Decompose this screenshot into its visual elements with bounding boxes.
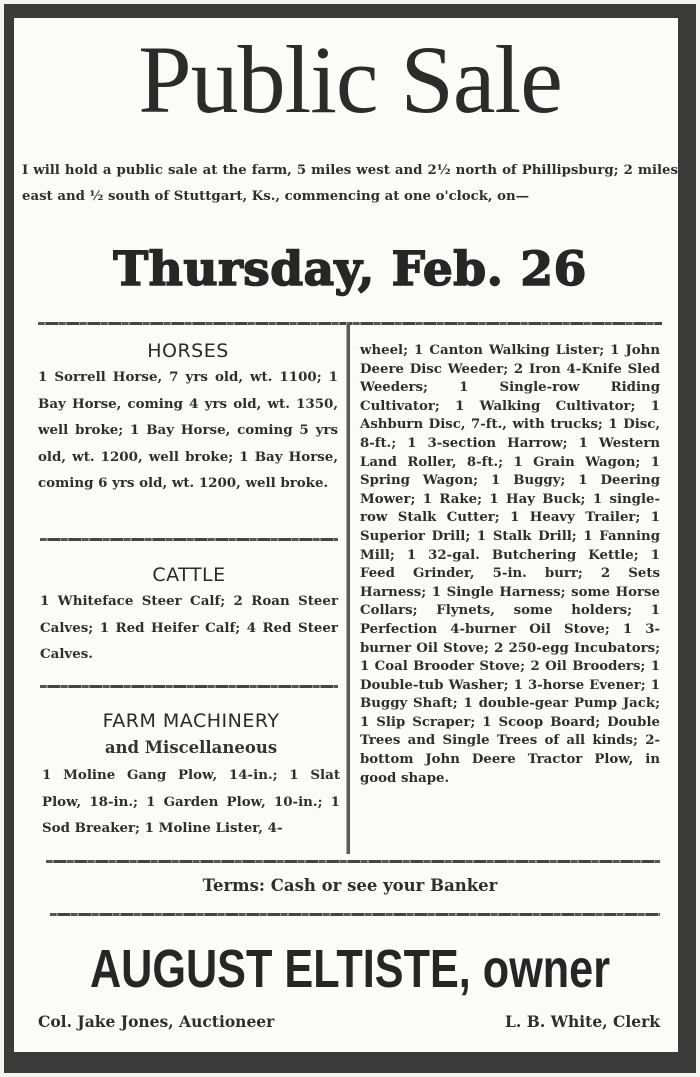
sale-date: Thursday, Feb. 26 xyxy=(113,242,587,297)
intro-paragraph: I will hold a public sale at the farm, 5 miles west and 2½ north of Phillipsburg; 2 miles east and ½ south of Stuttgart, Ks., commencing at one o'clock, on— xyxy=(22,163,678,204)
machinery-section xyxy=(42,708,340,842)
machinery-continued xyxy=(360,342,660,788)
machinery-text-right: wheel; 1 Canton Walking Lister; 1 John Deere Disc Weeder; 2 Iron 4-Knife Sled Weeders; 1 Single-row Riding Cultivator; 1 Walking Cultivator; 1 Ashburn Disc, 7-ft., with trucks; 1 Disc, 8-ft.; 1 3-section Harrow; 1 Western Land Roller, 8-ft.; 1 Grain Wagon; 1 Spring Wagon; 1 Buggy; 1 Deering Mower; 1 Rake; 1 Hay Buck; 1 single-row Stalk Cutter; 1 Heavy Trailer; 1 Superior Drill; 1 Stalk Drill; 1 Fanning Mill; 1 32-gal. Butchering Kettle; 1 Feed Grinder, 5-in. burr; 2 Sets Harness; 1 Single Harness; some Horse Collars; Flynets, some holders; 1 Perfection 4-burner Oil Stove; 1 3-burner Oil Stove; 2 250-egg Incubators; 1 Coal Brooder Stove; 2 Oil Brooders; 1 Double-tub Washer; 1 3-horse Evener; 1 Buggy Shaft; 1 double-gear Pump Jack; 1 Slip Scraper; 1 Scoop Board; Double Trees and Single Trees of all kinds; 2-bottom John Deere Tractor Plow, in good shape. xyxy=(360,343,660,786)
owner-line xyxy=(70,934,630,1004)
horses-heading: HORSES xyxy=(147,340,229,362)
cattle-section xyxy=(40,562,338,668)
auctioneer: Col. Jake Jones, Auctioneer xyxy=(38,1012,275,1031)
divider-terms-bottom xyxy=(50,913,660,916)
cattle-heading: CATTLE xyxy=(152,564,226,586)
divider-top xyxy=(38,322,662,325)
horses-section xyxy=(38,338,338,497)
machinery-heading: FARM MACHINERY xyxy=(102,710,280,732)
owner-role: owner xyxy=(482,939,611,999)
terms-text: Terms: Cash or see your Banker xyxy=(202,876,498,895)
clerk: L. B. White, Clerk xyxy=(505,1012,660,1031)
machinery-subheading: and Miscellaneous xyxy=(104,738,278,757)
column-divider xyxy=(346,322,350,854)
divider-cattle xyxy=(40,685,338,688)
cattle-text: 1 Whiteface Steer Calf; 2 Roan Steer Calves; 1 Red Heifer Calf; 4 Red Steer Calves. xyxy=(40,593,338,663)
owner-name: AUGUST ELTISTE, xyxy=(89,939,471,999)
divider-terms-top xyxy=(46,860,660,863)
divider-horses xyxy=(40,538,338,541)
page-title: Public Sale xyxy=(138,26,562,133)
horses-text: 1 Sorrell Horse, 7 yrs old, wt. 1100; 1 Bay Horse, coming 4 yrs old, wt. 1350, well broke; 1 Bay Horse, coming 5 yrs old, wt. 1200, well broke; 1 Bay Horse, coming 6 yrs old, wt. 1200, well broke. xyxy=(38,369,338,492)
machinery-text-left: 1 Moline Gang Plow, 14-in.; 1 Slat Plow, 18-in.; 1 Garden Plow, 10-in.; 1 Sod Breaker; 1 Moline Lister, 4- xyxy=(42,767,340,837)
